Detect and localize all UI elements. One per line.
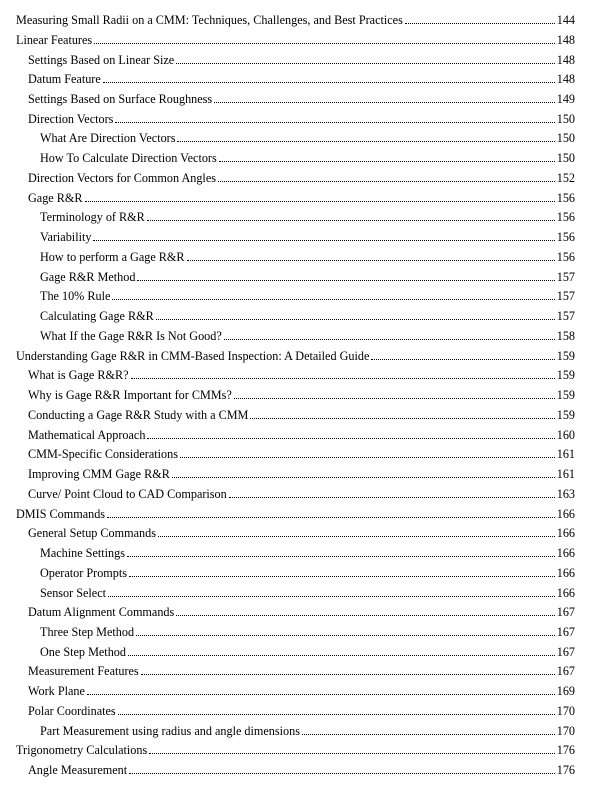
toc-entry[interactable] <box>16 505 575 521</box>
toc-entry[interactable] <box>40 248 575 264</box>
dot-leader <box>141 673 555 675</box>
toc-entry-page-number: 170 <box>556 703 575 718</box>
toc-entry[interactable] <box>16 347 575 363</box>
toc-entry-title: Understanding Gage R&R in CMM-Based Inspection: A Detailed Guide <box>16 348 370 363</box>
toc-entry[interactable] <box>28 366 575 382</box>
toc-entry-title: Terminology of R&R <box>40 210 145 225</box>
toc-entry-page-number: 161 <box>556 467 575 481</box>
toc-entry-title: Mathematical Approach <box>28 427 146 442</box>
toc-entry-title: Gage R&R <box>28 190 83 205</box>
toc-entry-title: Settings Based on Linear Size <box>28 52 175 67</box>
dot-leader <box>87 693 555 695</box>
dot-leader <box>177 140 554 142</box>
toc-entry[interactable] <box>40 307 575 323</box>
toc-entry[interactable] <box>28 761 575 777</box>
toc-entry-title: Direction Vectors <box>28 111 114 126</box>
toc-entry-title: How To Calculate Direction Vectors <box>40 151 217 166</box>
toc-entry[interactable] <box>28 603 575 619</box>
toc-entry[interactable] <box>28 662 575 678</box>
dot-leader <box>229 496 555 498</box>
toc-entry-page-number: 144 <box>556 13 575 27</box>
dot-leader <box>147 437 554 439</box>
toc-entry-title: What If the Gage R&R Is Not Good? <box>40 328 222 343</box>
dot-leader <box>302 733 555 735</box>
toc-entry-title: Angle Measurement <box>28 763 128 778</box>
dot-leader <box>158 535 555 537</box>
dot-leader <box>129 772 555 774</box>
toc-entry-page-number: 160 <box>556 427 575 442</box>
dot-leader <box>250 417 554 419</box>
dot-leader <box>149 752 554 754</box>
toc-entry-page-number: 150 <box>556 151 575 166</box>
dot-leader <box>147 219 555 221</box>
toc-entry-page-number: 166 <box>556 506 575 521</box>
toc-entry-page-number: 157 <box>556 289 575 304</box>
toc-entry-title: The 10% Rule <box>40 289 111 304</box>
toc-entry[interactable] <box>28 90 575 106</box>
toc-entry-title: Why is Gage R&R Important for CMMs? <box>28 388 232 403</box>
toc-entry[interactable] <box>28 445 575 461</box>
toc-entry[interactable] <box>28 189 575 205</box>
toc-entry-title: Operator Prompts <box>40 565 127 580</box>
toc-entry-page-number: 176 <box>556 763 575 778</box>
toc-entry-page-number: 176 <box>556 743 575 758</box>
toc-entry[interactable] <box>40 643 575 659</box>
toc-entry-page-number: 148 <box>556 32 575 47</box>
toc-entry-title: General Setup Commands <box>28 526 156 541</box>
toc-entry-title: One Step Method <box>40 644 126 659</box>
toc-entry[interactable] <box>28 682 575 698</box>
toc-entry-title: Sensor Select <box>40 585 107 600</box>
toc-entry-title: Measuring Small Radii on a CMM: Techniques, Challenges, and Best Practices <box>16 13 403 27</box>
dot-leader <box>371 358 554 360</box>
dot-leader <box>224 338 555 340</box>
dot-leader <box>129 575 555 577</box>
toc-entry[interactable] <box>28 406 575 422</box>
dot-leader <box>107 516 555 518</box>
toc-entry-page-number: 163 <box>556 486 575 501</box>
toc-entry-title: Conducting a Gage R&R Study with a CMM <box>28 407 249 422</box>
toc-entry[interactable] <box>16 741 575 757</box>
toc-entry-page-number: 166 <box>556 565 575 580</box>
toc-entry-page-number: 156 <box>556 210 575 225</box>
toc-entry-title: Improving CMM Gage R&R <box>28 467 170 481</box>
toc-entry[interactable] <box>40 129 575 145</box>
toc-entry[interactable] <box>28 110 575 126</box>
dot-leader <box>128 654 555 656</box>
toc-entry[interactable] <box>28 386 575 402</box>
toc-entry[interactable] <box>40 327 575 343</box>
toc-entry-title: Measurement Features <box>28 664 139 679</box>
toc-entry[interactable] <box>40 287 575 303</box>
toc-entry[interactable] <box>28 51 575 67</box>
toc-entry[interactable] <box>40 544 575 560</box>
toc-entry-page-number: 156 <box>556 230 575 245</box>
toc-entry-title: Polar Coordinates <box>28 703 116 718</box>
toc-entry-title: Calculating Gage R&R <box>40 309 154 324</box>
toc-entry-page-number: 159 <box>556 368 575 383</box>
toc-entry-title: Three Step Method <box>40 624 135 639</box>
toc-entry-page-number: 152 <box>556 170 575 185</box>
toc-entry-title: Work Plane <box>28 684 85 699</box>
toc-entry-page-number: 167 <box>556 664 575 679</box>
toc-entry-title: What is Gage R&R? <box>28 368 129 383</box>
toc-entry-title: What Are Direction Vectors <box>40 131 176 146</box>
toc-entry-page-number: 159 <box>556 407 575 422</box>
toc-entry[interactable] <box>40 564 575 580</box>
dot-leader <box>94 42 555 44</box>
toc-entry-page-number: 148 <box>556 52 575 67</box>
toc-entry[interactable] <box>40 722 575 738</box>
toc-entry-title: Variability <box>40 230 92 245</box>
toc-entry-title: Direction Vectors for Common Angles <box>28 170 216 185</box>
toc-entry-page-number: 158 <box>556 328 575 343</box>
dot-leader <box>108 595 555 597</box>
toc-entry-page-number: 150 <box>556 111 575 126</box>
toc-entry-page-number: 159 <box>556 348 575 363</box>
dot-leader <box>172 476 555 478</box>
toc-entry-page-number: 167 <box>556 644 575 659</box>
toc-entry-title: Datum Alignment Commands <box>28 605 175 620</box>
toc-entry-page-number: 149 <box>556 92 575 106</box>
toc-entry-title: CMM-Specific Considerations <box>28 447 178 462</box>
toc-entry[interactable] <box>16 31 575 47</box>
toc-entry[interactable] <box>40 149 575 165</box>
toc-entry[interactable] <box>16 11 575 27</box>
toc-entry-page-number: 159 <box>556 388 575 403</box>
toc-entry[interactable] <box>28 485 575 501</box>
toc-entry-page-number: 150 <box>556 131 575 146</box>
dot-leader <box>103 81 555 83</box>
toc-entry-page-number: 157 <box>556 269 575 284</box>
toc-entry-page-number: 166 <box>556 526 575 541</box>
toc-entry-title: Gage R&R Method <box>40 269 136 284</box>
toc-entry-title: DMIS Commands <box>16 506 106 521</box>
dot-leader <box>219 160 555 162</box>
dot-leader <box>234 397 555 399</box>
toc-entry-title: Datum Feature <box>28 72 101 87</box>
toc-entry-page-number: 161 <box>556 447 575 462</box>
toc-entry[interactable] <box>40 268 575 284</box>
toc-entry-page-number: 170 <box>556 723 575 738</box>
toc-entry-title: Part Measurement using radius and angle dimensions <box>40 723 300 738</box>
toc-entry-page-number: 166 <box>556 546 575 560</box>
dot-leader <box>176 62 554 64</box>
toc-entry-title: How to perform a Gage R&R <box>40 249 185 264</box>
dot-leader <box>218 180 555 182</box>
dot-leader <box>137 279 554 281</box>
toc-entry[interactable] <box>40 208 575 224</box>
dot-leader <box>115 121 554 123</box>
dot-leader <box>405 22 555 24</box>
toc-entry[interactable] <box>40 584 575 600</box>
toc-entry-page-number: 166 <box>556 585 575 600</box>
dot-leader <box>176 614 554 616</box>
toc-entry[interactable] <box>28 169 575 185</box>
toc-entry[interactable] <box>28 702 575 718</box>
toc-entry-page-number: 167 <box>556 605 575 620</box>
toc-entry[interactable] <box>28 426 575 442</box>
dot-leader <box>187 259 555 261</box>
dot-leader <box>131 377 555 379</box>
dot-leader <box>93 239 554 241</box>
toc-entry-page-number: 169 <box>556 684 575 699</box>
toc-entry[interactable] <box>28 524 575 540</box>
toc-entry[interactable] <box>40 228 575 244</box>
toc-entry-title: Linear Features <box>16 32 93 47</box>
dot-leader <box>180 456 555 458</box>
toc-entry-page-number: 156 <box>556 190 575 205</box>
toc-entry-page-number: 148 <box>556 72 575 87</box>
toc-entry-title: Trigonometry Calculations <box>16 743 148 758</box>
toc-entry-title: Machine Settings <box>40 546 125 560</box>
toc-entry[interactable] <box>40 623 575 639</box>
toc-entry-page-number: 157 <box>556 309 575 324</box>
toc-entry-page-number: 156 <box>556 249 575 264</box>
dot-leader <box>112 298 554 300</box>
toc-entry-page-number: 167 <box>556 624 575 639</box>
toc-entry[interactable] <box>28 70 575 86</box>
dot-leader <box>118 713 555 715</box>
toc-entry-title: Curve/ Point Cloud to CAD Comparison <box>28 486 227 501</box>
dot-leader <box>127 555 555 557</box>
dot-leader <box>85 200 555 202</box>
toc-entry-title: Settings Based on Surface Roughness <box>28 92 213 106</box>
dot-leader <box>156 318 555 320</box>
dot-leader <box>136 634 555 636</box>
toc-entry[interactable] <box>28 465 575 481</box>
dot-leader <box>214 101 555 103</box>
